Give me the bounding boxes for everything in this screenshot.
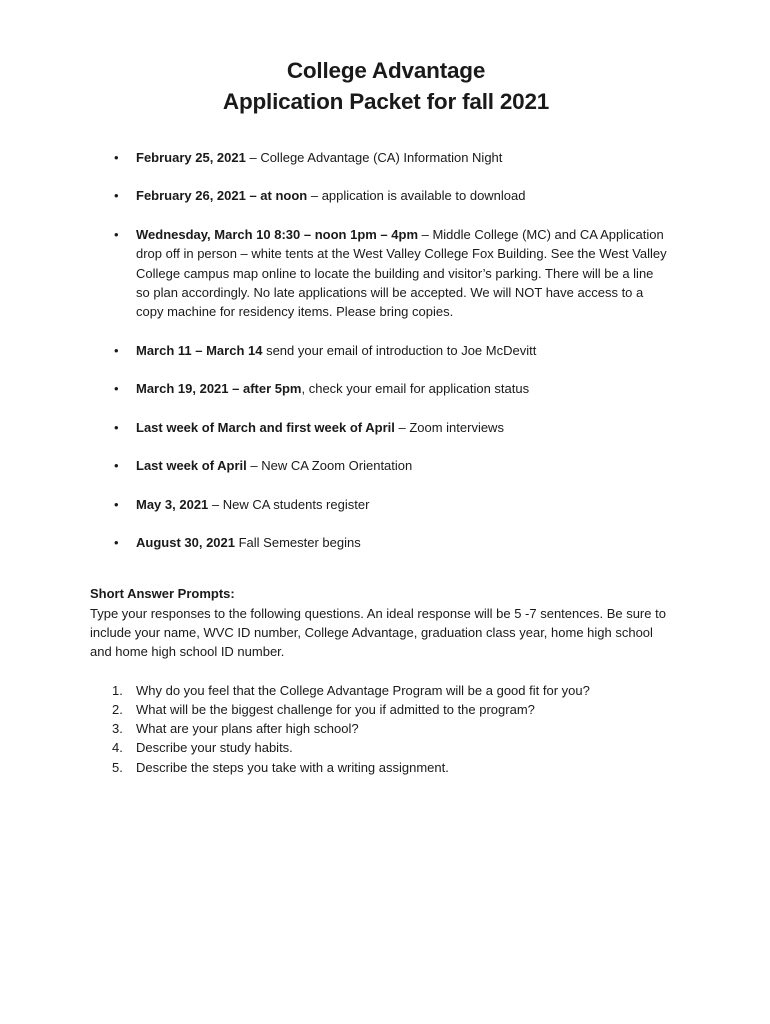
short-answer-intro: Type your responses to the following questions. An ideal response will be 5 -7 sentences. Be sure to include your name, WVC ID number, College Advantage, graduation class year, home high school and home high school ID number. [90,605,666,660]
schedule-text: – application is available to download [307,188,526,204]
schedule-date: March 11 – March 14 [136,342,263,358]
bullet-icon: • [114,419,119,435]
title-line-1: College Advantage [286,58,486,83]
bullet-icon: • [114,458,119,474]
schedule-date: Last week of April [136,458,247,474]
schedule-text: send your email of introduction to Joe McDevitt [262,342,537,358]
prompt-text: Why do you feel that the College Advantage Program will be a good fit for you? [136,682,590,698]
schedule-date: February 26, 2021 – at noon [136,188,308,204]
schedule-date: February 25, 2021 [136,150,246,165]
bullet-icon: • [114,381,119,397]
schedule-text: – Zoom interviews [394,419,504,435]
schedule-text: – Middle College (MC) and CA Application drop off in person – white tents at the West Valley College Fox Building. See the West Valley College campus map online to locate the building and visitor’s parking. There will be a line so plan accordingly. No late applications will be accepted. We will NOT have access to a copy machine for residency items. Please bring copies. [136,226,667,320]
title-line-2: Application Packet for fall 2021 [222,89,550,114]
schedule-item [90,341,670,360]
prompt-item [90,681,670,700]
schedule-item [90,495,670,514]
prompt-text: What are your plans after high school? [136,721,359,737]
schedule-item [90,379,670,398]
prompt-item [90,758,670,777]
prompt-text: Describe the steps you take with a writing assignment. [136,759,449,775]
bullet-icon: • [114,342,119,358]
schedule-text: – New CA students register [208,496,370,512]
schedule-date: Last week of March and first week of April [136,419,395,435]
schedule-item [90,418,670,437]
schedule-text: – New CA Zoom Orientation [246,458,413,474]
schedule-list [90,148,670,552]
prompt-text: Describe your study habits. [136,740,293,756]
prompt-number: 4. [112,740,123,756]
prompt-list [90,681,670,777]
schedule-item [90,225,670,321]
schedule-date: Wednesday, March 10 8:30 – noon 1pm – 4pm [136,226,419,242]
prompt-item [90,700,670,719]
bullet-icon: • [114,496,119,512]
document-title [90,55,670,117]
prompt-text: What will be the biggest challenge for you if admitted to the program? [136,701,535,717]
schedule-text: , check your email for application status [301,381,530,397]
schedule-item [90,533,670,552]
prompt-number: 2. [112,701,123,717]
prompt-item [90,719,670,738]
prompt-number: 1. [112,682,123,698]
schedule-item [90,186,670,205]
short-answer-heading: Short Answer Prompts: [90,586,235,602]
schedule-text: Fall Semester begins [235,535,361,551]
bullet-icon: • [114,150,119,165]
schedule-item [90,148,670,167]
bullet-icon: • [114,535,119,551]
schedule-text: – College Advantage (CA) Information Night [245,150,503,165]
schedule-date: March 19, 2021 – after 5pm [136,381,302,397]
bullet-icon: • [114,226,119,242]
schedule-date: August 30, 2021 [136,535,235,551]
schedule-date: May 3, 2021 [136,496,209,512]
prompt-number: 3. [112,721,123,737]
prompt-item [90,738,670,757]
schedule-item [90,456,670,475]
prompt-number: 5. [112,759,123,775]
bullet-icon: • [114,188,119,204]
